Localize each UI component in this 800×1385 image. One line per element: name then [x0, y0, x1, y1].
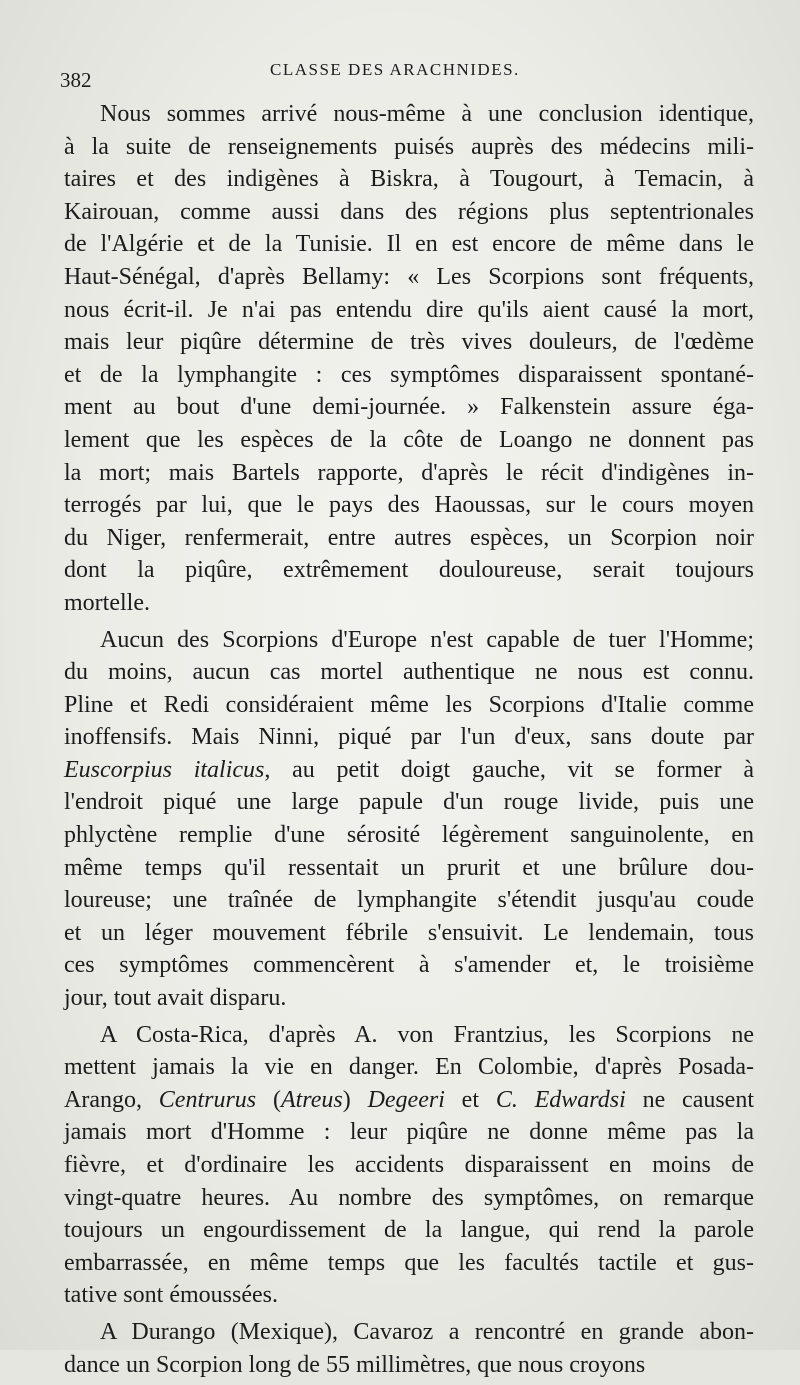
- text-line: même temps qu'il ressentait un prurit et une brûlure dou-: [64, 854, 754, 881]
- paragraph: [64, 1316, 754, 1381]
- text-line: ces symptômes commencèrent à s'amender et, le troisième: [64, 952, 754, 979]
- text-line: A Durango (Mexique), Cavaroz a rencontré en grande abon-: [100, 1318, 754, 1345]
- page-header: [60, 58, 760, 92]
- text-line: A Costa-Rica, d'après A. von Frantzius, les Scorpions ne: [100, 1021, 754, 1048]
- text-line: terrogés par lui, que le pays des Haoussas, sur le cours moyen: [64, 492, 754, 519]
- paragraph: [64, 98, 754, 620]
- text-line: inoffensifs. Mais Ninni, piqué par l'un d'eux, sans doute par: [64, 724, 754, 751]
- text-line: du moins, aucun cas mortel authentique ne nous est connu.: [64, 659, 754, 686]
- text-line: tative sont émoussées.: [64, 1282, 278, 1309]
- text-line: toujours un engourdissement de la langue, qui rend la parole: [64, 1217, 754, 1244]
- page-number: 382: [60, 68, 92, 92]
- paragraph: [64, 1019, 754, 1312]
- text-line: loureuse; une traînée de lymphangite s'étendit jusqu'au coude: [64, 887, 754, 914]
- text-line: de l'Algérie et de la Tunisie. Il en est encore de même dans le: [64, 231, 754, 258]
- text-line: nous écrit-il. Je n'ai pas entendu dire qu'ils aient causé la mort,: [64, 296, 754, 323]
- body-text: [64, 98, 754, 1385]
- text-line: mortelle.: [64, 589, 150, 616]
- text-line: mais leur piqûre détermine de très vives douleurs, de l'œdème: [64, 329, 754, 356]
- text-line: Nous sommes arrivé nous-même à une conclusion identique,: [100, 101, 754, 127]
- text-line: Arango, Centrurus (Atreus) Degeeri et C. Edwardsi ne causent: [64, 1086, 755, 1113]
- text-line: fièvre, et d'ordinaire les accidents disparaissent en moins de: [64, 1152, 754, 1178]
- text-line: la mort; mais Bartels rapporte, d'après le récit d'indigènes in-: [64, 459, 754, 486]
- text-line: taires et des indigènes à Biskra, à Tougourt, à Temacin, à: [64, 166, 754, 193]
- text-line: ment au bout d'une demi-journée. » Falkenstein assure éga-: [64, 394, 754, 421]
- text-line: et un léger mouvement fébrile s'ensuivit. Le lendemain, tous: [64, 919, 754, 946]
- text-line: jour, tout avait disparu.: [64, 985, 287, 1012]
- paragraph: [64, 624, 754, 1015]
- text-line: Euscorpius italicus, au petit doigt gauche, vit se former à: [64, 756, 754, 783]
- text-line: embarrassée, en même temps que les facultés tactile et gus-: [64, 1249, 754, 1276]
- text-line: dont la piqûre, extrêmement douloureuse, serait toujours: [64, 557, 754, 584]
- text-line: l'endroit piqué une large papule d'un rouge livide, puis une: [64, 789, 754, 816]
- text-line: dance un Scorpion long de 55 millimètres, que nous croyons: [64, 1351, 646, 1378]
- running-head: CLASSE DES ARACHNIDES.: [270, 60, 520, 79]
- text-line: lement que les espèces de la côte de Loango ne donnent pas: [64, 426, 754, 453]
- text-line: Haut-Sénégal, d'après Bellamy: « Les Scorpions sont fréquents,: [64, 263, 754, 290]
- text-line: Aucun des Scorpions d'Europe n'est capable de tuer l'Homme;: [100, 626, 754, 653]
- text-line: phlyctène remplie d'une sérosité légèrement sanguinolente, en: [64, 822, 754, 849]
- text-line: vingt-quatre heures. Au nombre des symptômes, on remarque: [64, 1184, 754, 1211]
- text-line: mettent jamais la vie en danger. En Colombie, d'après Posada-: [64, 1054, 754, 1081]
- text-line: Pline et Redi considéraient même les Scorpions d'Italie comme: [64, 691, 754, 718]
- text-line: à la suite de renseignements puisés auprès des médecins mili-: [64, 133, 754, 160]
- text-line: et de la lymphangite : ces symptômes disparaissent spontané-: [64, 361, 754, 388]
- text-line: Kairouan, comme aussi dans des régions plus septentrionales: [64, 198, 754, 225]
- text-line: du Niger, renfermerait, entre autres espèces, un Scorpion noir: [64, 524, 754, 551]
- text-line: jamais mort d'Homme : leur piqûre ne donne même pas la: [64, 1119, 754, 1146]
